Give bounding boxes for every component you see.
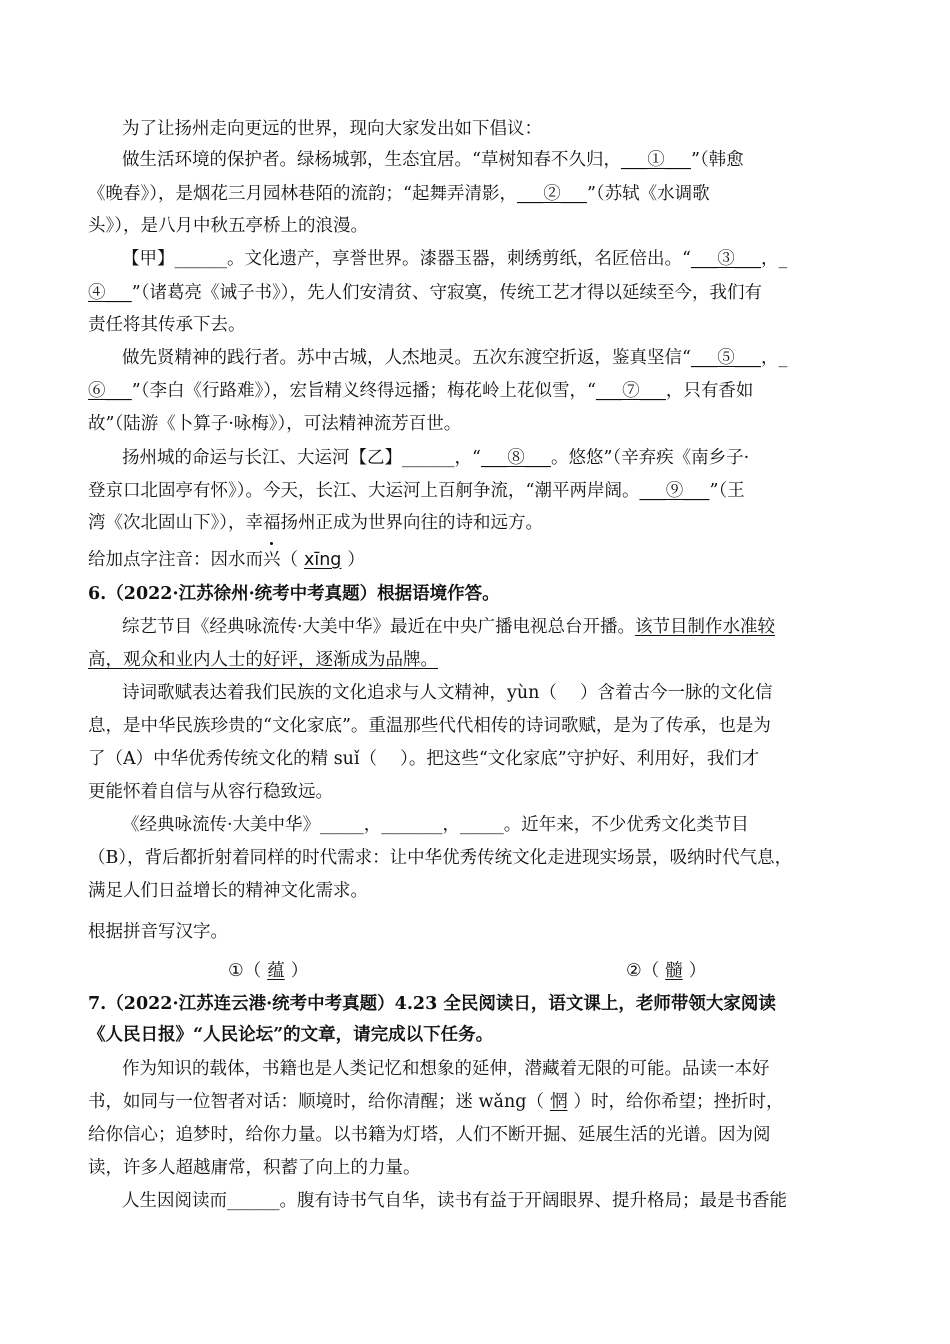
text-line: [122, 813, 749, 837]
sentence: 《晚春》），是烟花三月园林巷陌的流韵；“起舞弄清影，: [88, 184, 517, 204]
sentence: 读，许多人超越庸常，积蓄了向上的力量。: [88, 1158, 421, 1178]
sentence: 更能怀着自信与从容行稳致远。: [88, 782, 333, 802]
text-line: [122, 446, 749, 470]
sentence: ”（诸葛亮《诫子书》），先人们安清贫、守寂寞，传统工艺才得以延续至今，我们有: [131, 283, 762, 303]
sentence: 作为知识的载体，书籍也是人类记忆和想象的延伸，潜藏着无限的可能。品读一本好: [122, 1059, 770, 1079]
text-line: [122, 346, 787, 370]
text-line: [122, 117, 542, 141]
question-title: 《人民日报》“人民论坛”的文章，请完成以下任务。: [88, 1025, 494, 1045]
sentence: 登京口北固亭有怀》）。今天，长江、大运河上百舸争流，“潮平两岸阔。: [88, 481, 640, 501]
sentence: 给你信心；追梦时，给你力量。以书籍为灯塔，人们不断开掘、延展生活的光谱。因为阅: [88, 1125, 771, 1145]
sentence: 书，如同与一位智者对话：顺境时，给你清醒；迷 wǎng（: [88, 1092, 544, 1112]
sentence: ，_: [760, 249, 788, 269]
text-line: [122, 247, 787, 271]
text-line: [88, 747, 759, 771]
sentence: ”（苏轼《水调歌: [586, 184, 710, 204]
text-line: [88, 1156, 421, 1180]
sentence: 满足人们日益增长的精神文化需求。: [88, 881, 368, 901]
sentence: 《经典咏流传·大美中华》_____，_______，_____。近年来，不少优秀文化类节目: [122, 815, 749, 835]
answer-1: [228, 959, 308, 983]
answer-2: [626, 959, 706, 983]
sentence: （B），背后都折射着同样的时代需求：让中华优秀传统文化走进现实场景，吸纳时代气息，: [88, 848, 793, 868]
paren-close: ）: [290, 961, 309, 981]
dotted-character: 兴: [263, 550, 281, 570]
sentence: 综艺节目《经典咏流传·大美中华》最近在中央广播电视总台开播。: [122, 617, 636, 637]
pronunciation-note: [88, 548, 365, 572]
question-7-title-cont: [88, 1023, 493, 1047]
sentence: 【甲】______。文化遗产，享誉世界。漆器玉器，刺绣剪纸，名匠倍出。“: [122, 249, 691, 269]
text-line: [122, 148, 744, 172]
sentence: ”（韩愈: [690, 150, 744, 170]
text-line: [122, 615, 775, 639]
text-line: [88, 182, 710, 206]
blank-3: ___③___: [690, 249, 761, 269]
sentence: 湾《次北固山下》），幸福扬州正成为世界向往的诗和远方。: [88, 513, 543, 533]
answer-char: 惘: [549, 1092, 568, 1112]
text-line: [88, 511, 543, 535]
blank-5: ___⑤___: [690, 348, 761, 368]
paren-close: ）: [688, 961, 707, 981]
sentence: ”（李白《行路难》），宏旨精义终得远播；梅花岭上花似雪，“: [131, 381, 596, 401]
sentence: 诗词歌赋表达着我们民族的文化追求与人文精神，yùn（ ）含着古今一脉的文化信: [122, 683, 773, 703]
sentence: 为了让扬州走向更远的世界，现向大家发出如下倡议：: [122, 119, 542, 139]
blank-7: ___⑦___: [595, 381, 666, 401]
sentence: 扬州城的命运与长江、大运河【乙】______，“: [122, 448, 481, 468]
text-line: [88, 313, 246, 337]
blank-2: ___②___: [516, 184, 587, 204]
sentence: 了（A）中华优秀传统文化的精 suǐ（ ）。把这些“文化家底”守护好、利用好，我们才: [88, 749, 760, 769]
task-prompt: [88, 920, 228, 944]
paren-close: ）: [347, 550, 365, 570]
pinyin-answer: xīng: [304, 550, 342, 570]
sentence: 做生活环境的保护者。绿杨城郭，生态宜居。“草树知春不久归，: [122, 150, 621, 170]
note-label: 给加点字注音：因水而: [88, 550, 263, 570]
blank-9: ___⑨___: [639, 481, 710, 501]
paren-open: （: [280, 550, 298, 570]
blank-6: ⑥___: [88, 381, 132, 401]
blank-4: ④___: [88, 283, 132, 303]
sentence: ，只有香如: [665, 381, 754, 401]
answer-label: ①（: [228, 961, 262, 981]
answer-char: 髓: [665, 961, 683, 981]
sentence: 。悠悠”（辛弃疾《南乡子·: [550, 448, 750, 468]
sentence: ”（王: [709, 481, 745, 501]
text-line: [88, 1123, 771, 1147]
task-text: 根据拼音写汉字。: [88, 922, 228, 942]
answer-label: ②（: [626, 961, 660, 981]
text-line: [88, 214, 368, 238]
text-line: [122, 681, 773, 705]
answer-char: 蕴: [267, 961, 285, 981]
sentence: 头》），是八月中秋五亭桥上的浪漫。: [88, 216, 368, 236]
text-line: [88, 780, 333, 804]
text-line: [88, 379, 753, 403]
underlined-sentence: 高，观众和业内人士的好评，逐渐成为品牌。: [88, 650, 438, 670]
text-line: [122, 1057, 770, 1081]
text-line: [122, 1189, 787, 1213]
sentence: 人生因阅读而______。腹有诗书气自华，读书有益于开阔眼界、提升格局；最是书香能: [122, 1191, 787, 1211]
text-line: [88, 714, 771, 738]
sentence: 息，是中华民族珍贵的“文化家底”。重温那些代代相传的诗词歌赋，是为了传承，也是为: [88, 716, 771, 736]
blank-8: ___⑧___: [480, 448, 551, 468]
question-6-title: [88, 582, 500, 606]
sentence: ，_: [760, 348, 788, 368]
sentence: ）时，给你希望；挫折时，: [573, 1092, 784, 1112]
text-line: [88, 412, 461, 436]
underlined-sentence: 该节目制作水准较: [635, 617, 776, 637]
sentence: 故”（陆游《卜算子·咏梅》），可法精神流芳百世。: [88, 414, 462, 434]
text-line: [88, 846, 792, 870]
sentence: 责任将其传承下去。: [88, 315, 246, 335]
text-line: [88, 648, 438, 672]
question-title: 7.（2022·江苏连云港·统考中考真题）4.23 全民阅读日，语文课上，老师带领大家阅读: [88, 994, 776, 1014]
text-line: [88, 1090, 783, 1114]
question-title: 6.（2022·江苏徐州·统考中考真题）根据语境作答。: [88, 584, 500, 604]
text-line: [88, 281, 762, 305]
sentence: 做先贤精神的践行者。苏中古城，人杰地灵。五次东渡空折返，鉴真坚信“: [122, 348, 691, 368]
text-line: [88, 479, 745, 503]
question-7-title: [88, 992, 776, 1016]
text-line: [88, 879, 368, 903]
blank-1: ___①___: [620, 150, 691, 170]
